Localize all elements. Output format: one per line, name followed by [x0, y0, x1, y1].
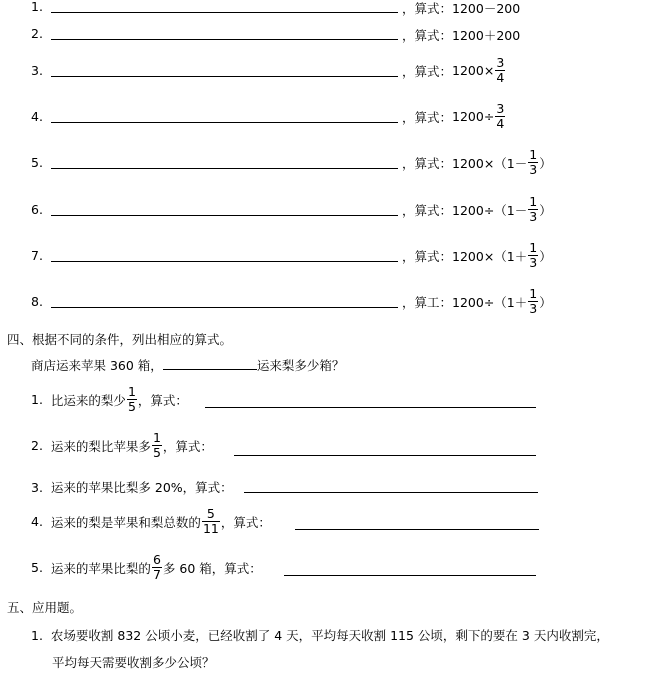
part4-item-1 [31, 385, 188, 414]
fraction [528, 148, 538, 177]
section-five-heading: 五、应用题。 [7, 600, 83, 615]
part4-item-2 [31, 431, 213, 460]
fraction-numerator: 1 [529, 240, 538, 255]
formula-expr-close: ） [539, 248, 552, 264]
formula [402, 0, 520, 17]
formula-label: ，算工： [402, 294, 453, 310]
fraction [152, 553, 162, 582]
fraction-denominator: 3 [529, 209, 538, 224]
fraction-denominator: 7 [152, 567, 161, 582]
formula-expr: 1200＋200 [452, 28, 521, 43]
item-number: 3. [31, 479, 43, 495]
fraction-denominator: 3 [529, 255, 538, 270]
formula [402, 241, 552, 270]
fraction [528, 241, 538, 270]
part4-item-4 [31, 507, 271, 536]
formula [402, 26, 520, 44]
formula-label: ，算式： [220, 514, 271, 530]
formula-label: ，算式： [402, 28, 453, 43]
fraction-denominator: 3 [529, 162, 538, 177]
formula-expr: 1200×（1－ [452, 155, 528, 171]
formula-label: ，算式： [402, 202, 453, 218]
answer-line[interactable] [205, 407, 536, 408]
formula-expr: 1200÷（1－ [452, 202, 528, 218]
answer-line[interactable] [51, 122, 398, 123]
part4-item-5 [31, 553, 262, 582]
part5-item-1-line2: 平均每天需要收割多少公顷？ [52, 655, 215, 670]
fraction-numerator: 3 [496, 101, 505, 116]
formula [402, 102, 506, 131]
formula-label: ，算式： [402, 109, 453, 125]
formula-expr: 1200－200 [452, 1, 521, 16]
formula-label: ，算式： [402, 63, 453, 79]
item-number: 1. [31, 628, 43, 643]
formula [402, 56, 506, 85]
answer-line[interactable] [51, 39, 398, 40]
item-number: 2. [31, 438, 43, 453]
fraction [152, 431, 162, 460]
fraction [127, 385, 137, 414]
answer-line[interactable] [51, 12, 398, 13]
item-text: 运来的苹果比梨多 20%，算式： [50, 480, 233, 495]
fraction-numerator: 6 [152, 552, 161, 567]
answer-line[interactable] [51, 215, 398, 216]
item-number: 5. [31, 560, 43, 575]
fraction-denominator: 5 [152, 445, 161, 460]
fraction-denominator: 4 [496, 116, 505, 131]
item-number: 4. [31, 514, 43, 529]
item-number: 1. [31, 392, 43, 407]
fraction-numerator: 1 [152, 430, 161, 445]
section-four-intro [31, 356, 344, 374]
fraction-numerator: 1 [127, 384, 136, 399]
answer-line[interactable] [284, 575, 536, 576]
formula-expr: 1200÷ [452, 109, 495, 124]
item-number: 3. [31, 63, 43, 78]
answer-line[interactable] [295, 529, 539, 530]
answer-line[interactable] [244, 492, 538, 493]
answer-line[interactable] [234, 455, 536, 456]
formula-label: ，算式： [402, 1, 453, 16]
fraction [528, 195, 538, 224]
formula-expr-close: ） [539, 155, 552, 171]
item-number: 5. [31, 155, 43, 170]
answer-line[interactable] [51, 307, 398, 308]
fraction [528, 287, 538, 316]
answer-line[interactable] [51, 261, 398, 262]
formula-expr: 1200×（1＋ [452, 248, 528, 264]
fraction [495, 56, 505, 85]
fraction [495, 102, 505, 131]
fraction [202, 507, 220, 536]
answer-line[interactable] [51, 76, 398, 77]
item-text: 运来的梨比苹果多 [50, 438, 151, 454]
formula-label: ，算式： [162, 438, 213, 454]
fraction-numerator: 3 [496, 55, 505, 70]
fraction-denominator: 11 [202, 521, 219, 536]
item-number: 2. [31, 26, 43, 41]
formula-expr: 1200× [452, 63, 495, 78]
part4-item-3 [31, 478, 233, 496]
item-number: 4. [31, 109, 43, 124]
problem-text: 农场要收割 832 公顷小麦，已经收割了 4 天，平均每天收割 115 公顷，剩下的要在 3 天内收割完， [50, 628, 609, 643]
fraction-denominator: 5 [127, 399, 136, 414]
fraction-numerator: 5 [206, 506, 215, 521]
fraction-denominator: 4 [496, 70, 505, 85]
fraction-numerator: 1 [529, 147, 538, 162]
item-number: 1. [31, 0, 43, 14]
formula [402, 148, 552, 177]
formula [402, 195, 552, 224]
formula-expr-close: ） [539, 294, 552, 310]
item-text: 运来的苹果比梨的 [50, 560, 151, 576]
fraction-denominator: 3 [529, 301, 538, 316]
intro-text: 商店运来苹果 360 箱， [31, 358, 163, 373]
item-number: 7. [31, 248, 43, 263]
answer-line[interactable] [51, 168, 398, 169]
item-text: 比运来的梨少 [50, 392, 126, 408]
item-number: 6. [31, 202, 43, 217]
fraction-numerator: 1 [529, 194, 538, 209]
intro-question: 运来梨多少箱？ [256, 358, 345, 373]
formula-label: ，算式： [137, 392, 188, 408]
item-text: 运来的梨是苹果和梨总数的 [50, 514, 201, 530]
part5-item-1-line1 [31, 626, 609, 644]
formula-expr-close: ） [539, 202, 552, 218]
formula-label: ，算式： [402, 155, 453, 171]
formula [402, 287, 552, 316]
formula-label: ，算式： [402, 248, 453, 264]
formula-label: 多 60 箱，算式： [162, 560, 262, 576]
fraction-numerator: 1 [529, 286, 538, 301]
item-number: 8. [31, 294, 43, 309]
formula-expr: 1200÷（1＋ [452, 294, 528, 310]
section-four-heading: 四、根据不同的条件，列出相应的算式。 [7, 332, 233, 347]
intro-blank[interactable] [163, 358, 257, 370]
